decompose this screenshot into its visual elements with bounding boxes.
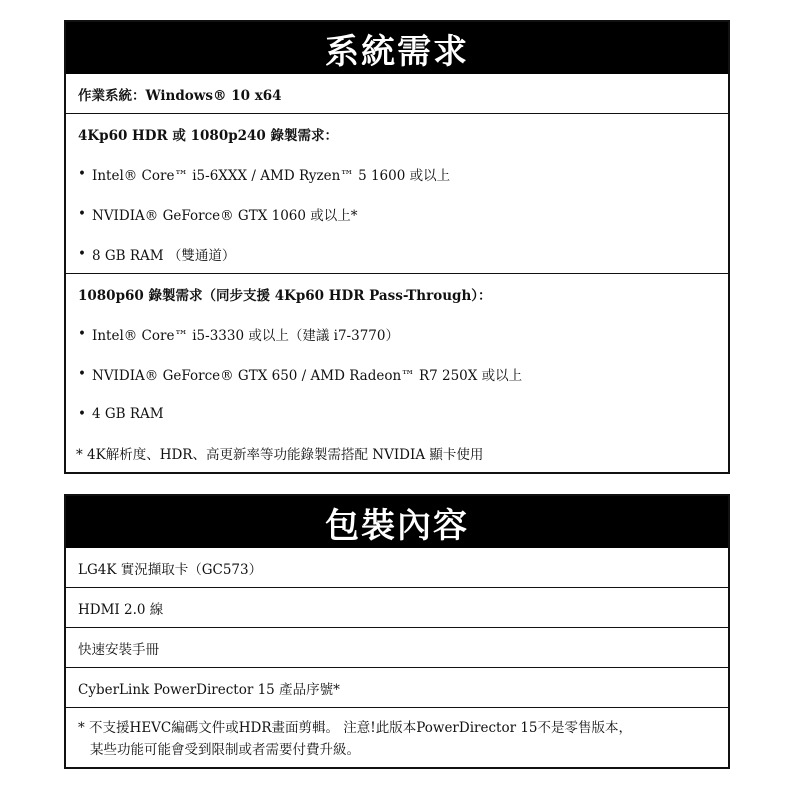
bullet-icon: • (78, 245, 86, 262)
package-note-line2: 某些功能可能會受到限制或者需要付費升級。 (90, 742, 360, 758)
package-item: LG4K 實況擷取卡（GC573） (66, 548, 728, 588)
section1-item (66, 234, 728, 274)
package-note-line1: * 不支援HEVC編碼文件或HDR畫面剪輯。 注意!此版本PowerDirector 15不是零售版本， (78, 720, 633, 736)
section1-item-text: Intel® Core™ i5-6XXX / AMD Ryzen™ 5 1600 或以上 (92, 168, 451, 184)
section1-item-text: NVIDIA® GeForce® GTX 1060 或以上* (92, 208, 358, 224)
package-item: HDMI 2.0 線 (66, 588, 728, 628)
section2-item-text: NVIDIA® GeForce® GTX 650 / AMD Radeon™ R7 250X 或以上 (92, 368, 523, 384)
section2-item-text: Intel® Core™ i5-3330 或以上（建議 i7-3770） (92, 328, 399, 344)
section1-item (66, 194, 728, 234)
bullet-icon: • (78, 366, 86, 382)
bullet-icon: • (78, 326, 86, 342)
bullet-icon: • (78, 406, 86, 422)
package-item: CyberLink PowerDirector 15 產品序號* (66, 668, 728, 708)
requirements-footnote: * 4K解析度、HDR、高更新率等功能錄製需搭配 NVIDIA 顯卡使用 (76, 447, 484, 463)
package-panel (64, 494, 730, 769)
section2-item (66, 354, 728, 394)
section2-item (66, 314, 728, 354)
bullet-icon: • (78, 166, 86, 182)
requirements-title: 系統需求 (66, 22, 728, 74)
section1-item-text: 8 GB RAM （雙通道） (92, 247, 236, 264)
section1-heading: 4Kp60 HDR 或 1080p240 錄製需求： (78, 128, 339, 144)
bullet-icon: • (78, 206, 86, 222)
section1-item (66, 154, 728, 194)
section2-heading: 1080p60 錄製需求（同步支援 4Kp60 HDR Pass-Through）： (78, 288, 492, 304)
os-line: 作業系統：Windows® 10 x64 (66, 74, 728, 114)
package-item: 快速安裝手冊 (66, 628, 728, 668)
section2-item-text: 4 GB RAM (92, 406, 164, 422)
requirements-panel (64, 20, 730, 474)
package-note (66, 708, 728, 770)
section2-item (66, 394, 728, 434)
package-title: 包裝內容 (66, 496, 728, 548)
